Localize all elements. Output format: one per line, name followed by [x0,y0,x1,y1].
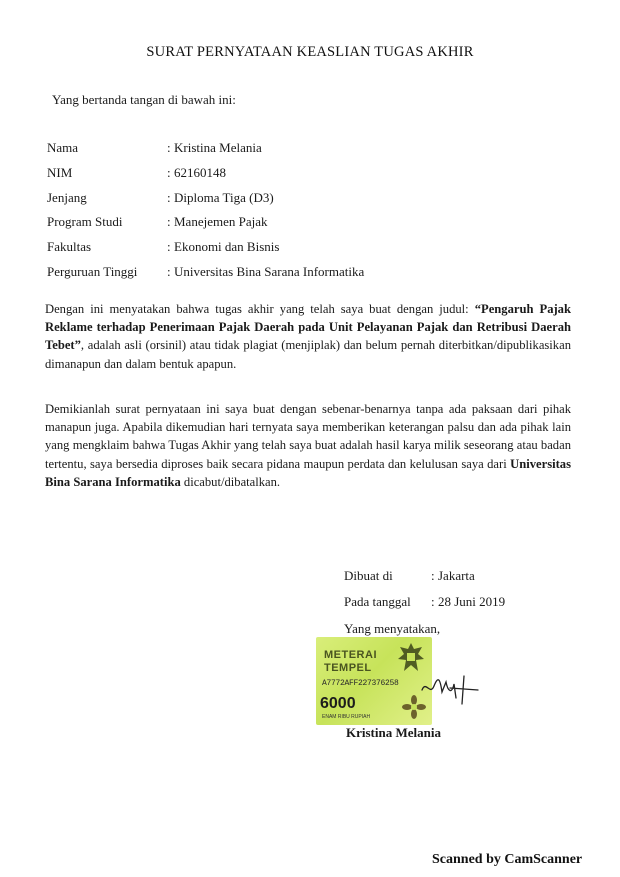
signer-name: Kristina Melania [346,725,441,740]
field-label: Nama [47,140,79,155]
declaration-paragraph [45,300,571,373]
university-name: Universitas Bina Sarana Informatika [45,456,571,489]
liability-paragraph [45,400,571,491]
place-label: Dibuat di [344,568,393,583]
field-value: Manejemen Pajak [174,214,268,230]
stamp-title: METERAI [324,649,377,661]
date-value: 28 Juni 2019 [438,594,506,609]
paragraph-text: Demikianlah surat pernyataan ini saya buat dengan sebenar-benarnya tanpa ada paksaan dari pihak manapun juga. Apabila dikemudian hari ternyata saya memberikan keterangan palsu dan ada pihak lain yang mengklaim bahwa Tugas Akhir yang telah saya buat adalah hasil karya milik seseorang atau badan tertentu, saya bersedia diproses baik secara pidana maupun perdata dan kelulusan saya dari [45,402,571,471]
field-value: Diploma Tiga (D3) [174,189,274,205]
revenue-stamp [316,637,432,725]
paragraph-text: , adalah asli (orsinil) atau tidak plagiat (menjiplak) dan belum pernah diterbitkan/dipublikasikan dimanapun dan dalam bentuk apapun. [45,338,571,371]
field-label: Program Studi [47,214,123,230]
field-separator: : [167,239,171,255]
stamp-value: 6000 [320,695,356,712]
field-label: Perguruan Tinggi [47,263,138,279]
paragraph-text: Dengan ini menyatakan bahwa tugas akhir yang telah saya buat dengan judul: [45,302,475,316]
scanner-watermark: Scanned by CamScanner [432,852,583,867]
field-value: Kristina Melania [174,140,262,155]
stamp-denomination: ENAM RIBU RUPIAH [322,714,371,720]
field-separator: : [167,263,171,279]
field-value: Universitas Bina Sarana Informatika [174,263,365,279]
date-separator: : [431,594,435,609]
paragraph-text: dicabut/dibatalkan. [180,474,281,489]
field-label: Jenjang [47,189,87,205]
document-title: SURAT PERNYATAAN KEASLIAN TUGAS AKHIR [146,44,474,60]
closing-text: Yang menyatakan, [344,621,441,636]
date-label: Pada tanggal [344,594,411,609]
field-separator: : [167,189,171,205]
field-value: 62160148 [174,164,226,180]
field-value: Ekonomi dan Bisnis [174,239,280,255]
field-separator: : [167,214,171,230]
stamp-subtitle: TEMPEL [324,662,372,674]
field-label: NIM [47,164,73,180]
thesis-title: “Pengaruh Pajak Reklame terhadap Penerimaan Pajak Daerah pada Unit Pelayanan Pajak dan Retribusi Daerah Tebet” [45,302,571,353]
field-separator: : [167,140,171,155]
place-value: Jakarta [438,568,475,583]
intro-text: Yang bertanda tangan di bawah ini: [52,92,236,107]
handwritten-signature [420,668,480,708]
stamp-serial: A7772AFF227376258 [322,679,399,688]
field-separator: : [167,164,171,180]
place-separator: : [431,568,435,583]
field-label: Fakultas [47,239,92,255]
